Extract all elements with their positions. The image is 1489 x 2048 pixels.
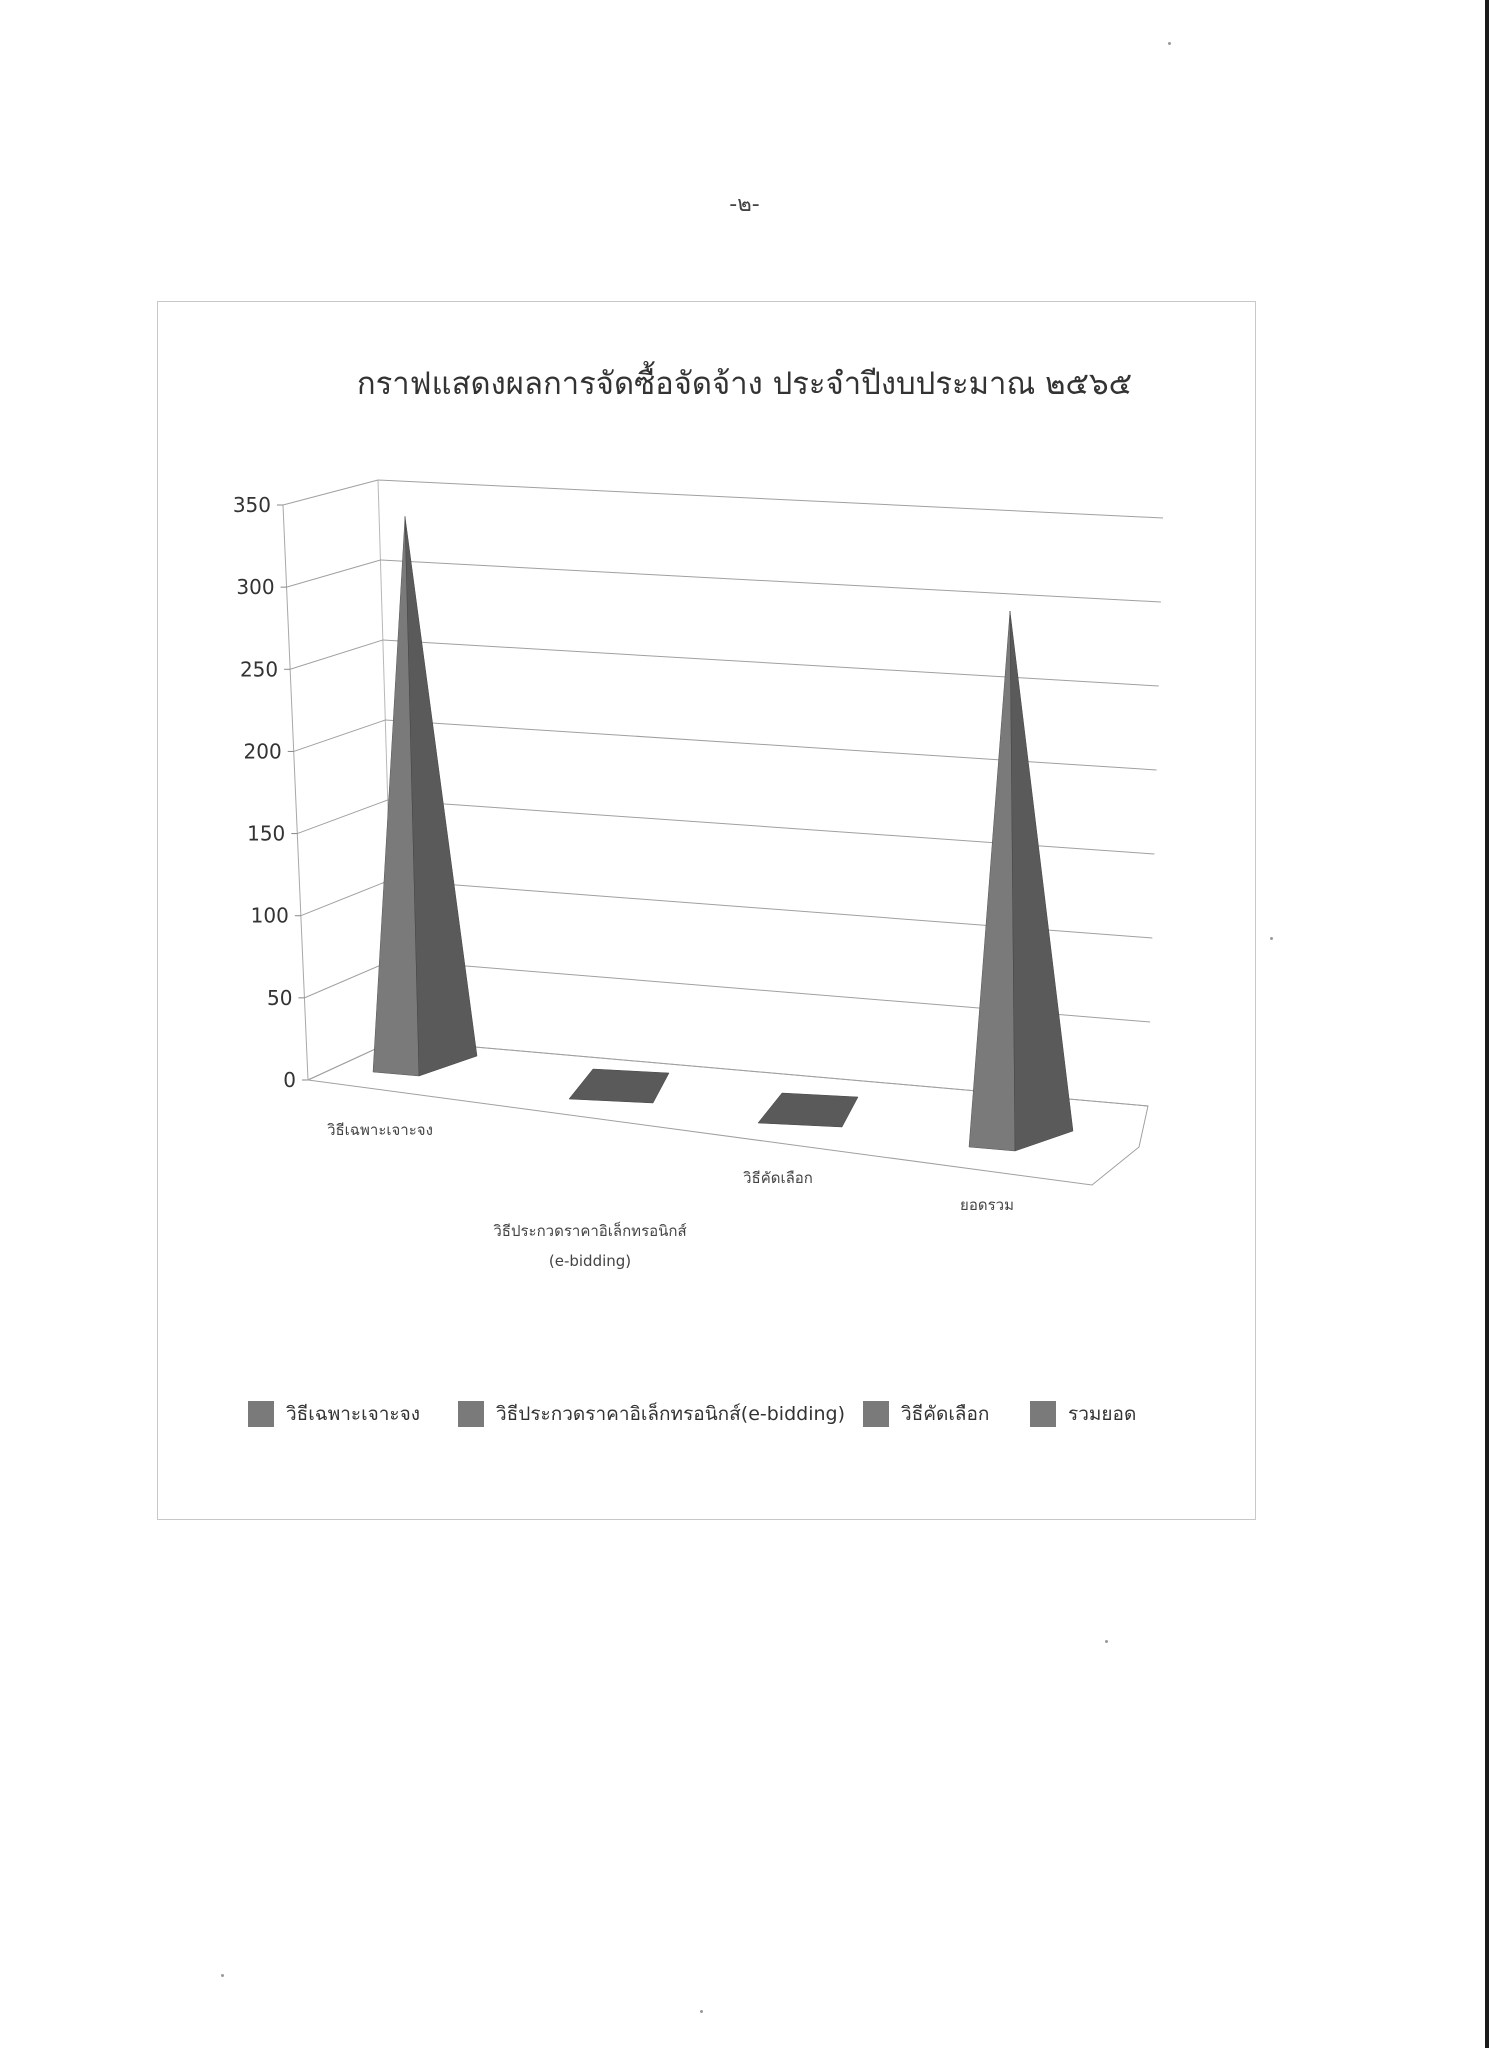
- back-gridline: [385, 720, 1156, 770]
- bar-2: [569, 1069, 669, 1103]
- back-gridline: [380, 560, 1160, 602]
- side-gridline: [297, 800, 387, 834]
- page-number: -๒-: [729, 192, 760, 217]
- scan-speck: [1105, 1640, 1108, 1643]
- side-gridline: [290, 640, 383, 669]
- legend-label: วิธีเฉพาะเจาะจง: [286, 1403, 421, 1425]
- category-label: วิธีคัดเลือก: [743, 1169, 813, 1187]
- y-tick-label: 300: [236, 575, 275, 600]
- legend-swatch: [863, 1401, 889, 1427]
- legend-label: วิธีประกวดราคาอิเล็กทรอนิกส์(e-bidding): [496, 1403, 845, 1425]
- legend-item-specific: [248, 1399, 420, 1429]
- chart-title: กราฟแสดงผลการจัดซื้อจัดจ้าง ประจำปีงบประมาณ ๒๕๖๕: [356, 366, 1133, 402]
- side-gridline: [287, 560, 381, 587]
- y-tick-label: 0: [283, 1068, 296, 1092]
- y-tick-label: 100: [250, 903, 289, 928]
- category-label: ยอดรวม: [960, 1196, 1014, 1214]
- bar-4: [969, 611, 1015, 1151]
- legend-swatch: [248, 1401, 274, 1427]
- y-tick-label: 150: [247, 821, 286, 846]
- back-gridline: [383, 640, 1159, 686]
- side-gridline: [301, 880, 390, 916]
- scan-speck: [221, 1974, 224, 1977]
- y-tick-label: 350: [232, 493, 271, 517]
- back-gridline: [388, 800, 1155, 854]
- legend-swatch: [458, 1401, 484, 1427]
- category-label: วิธีประกวดราคาอิเล็กทรอนิกส์: [493, 1222, 687, 1240]
- category-label: (e-bidding): [548, 1252, 632, 1270]
- scan-speck: [1270, 937, 1273, 940]
- legend-item-selection: [863, 1399, 989, 1429]
- side-gridline: [283, 480, 378, 505]
- legend-item-total: [1030, 1399, 1136, 1429]
- legend-label: วิธีคัดเลือก: [901, 1403, 990, 1425]
- bar-4-side: [1010, 611, 1073, 1151]
- back-gridline: [378, 480, 1163, 518]
- y-tick-label: 200: [243, 739, 282, 764]
- y-tick-label: 250: [239, 657, 279, 682]
- scan-speck: [700, 2010, 703, 2013]
- chart-legend: [248, 1399, 1148, 1435]
- legend-item-ebidding: [458, 1399, 845, 1429]
- side-gridline: [294, 720, 386, 751]
- scan-speck: [1168, 42, 1171, 45]
- y-tick-label: 50: [266, 985, 293, 1010]
- legend-label: รวมยอด: [1068, 1403, 1137, 1425]
- legend-swatch: [1030, 1401, 1056, 1427]
- category-label: วิธีเฉพาะเจาะจง: [327, 1121, 433, 1139]
- bar-3: [758, 1093, 858, 1127]
